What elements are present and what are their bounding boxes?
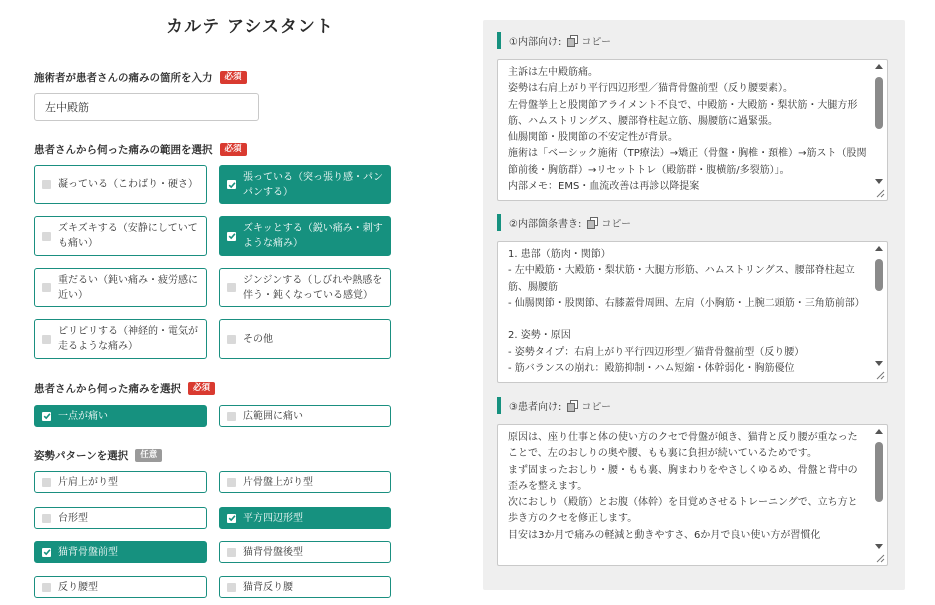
scroll-down-arrow-icon[interactable] <box>875 361 883 366</box>
checkbox-icon[interactable] <box>227 412 236 421</box>
pain-range-option[interactable] <box>219 216 391 256</box>
posture-option-label: 台形型 <box>58 512 88 524</box>
optional-badge: 任意 <box>135 449 162 462</box>
scroll-up-arrow-icon[interactable] <box>875 429 883 434</box>
pain-range-option[interactable] <box>219 268 391 307</box>
posture-option[interactable] <box>34 507 207 529</box>
checkbox-checked-icon[interactable] <box>42 548 51 557</box>
posture-option[interactable] <box>219 576 391 598</box>
output-heading-bullets: ②内部箇条書き: コピー <box>497 214 631 231</box>
check-icon <box>43 412 51 420</box>
pain-range-option[interactable] <box>34 216 207 256</box>
pain-area-option-label: 広範囲に痛い <box>243 410 303 422</box>
check-icon <box>228 232 236 240</box>
scroll-up-arrow-icon[interactable] <box>875 64 883 69</box>
posture-option[interactable] <box>34 576 207 598</box>
pain-range-option[interactable] <box>34 165 207 204</box>
pain-range-option-label: 凝っている（こわばり・硬さ） <box>58 179 198 190</box>
required-badge: 必須 <box>220 143 247 156</box>
checkbox-checked-icon[interactable] <box>227 180 236 189</box>
checkbox-icon[interactable] <box>42 335 51 344</box>
copy-icon <box>567 35 578 47</box>
check-icon <box>43 548 51 556</box>
check-icon <box>228 181 236 189</box>
copy-button[interactable]: コピー <box>567 33 611 48</box>
checkbox-icon[interactable] <box>227 283 236 292</box>
scrollbar-thumb[interactable] <box>875 77 883 129</box>
output-heading-internal: ①内部向け: コピー <box>497 32 611 49</box>
checkbox-checked-icon[interactable] <box>42 412 51 421</box>
pain-location-label: 施術者が患者さんの痛みの箇所を入力 必須 <box>34 70 247 85</box>
pain-area-option[interactable] <box>34 405 207 427</box>
checkbox-icon[interactable] <box>227 583 236 592</box>
copy-icon <box>587 217 598 229</box>
scrollbar-thumb[interactable] <box>875 442 883 502</box>
pain-range-option-label: 張っている（突っ張り感・パンパンする） <box>243 171 383 198</box>
check-icon <box>228 514 236 522</box>
checkbox-icon[interactable] <box>42 514 51 523</box>
scroll-down-arrow-icon[interactable] <box>875 544 883 549</box>
page-title: カルテ アシスタント <box>166 17 334 37</box>
checkbox-icon[interactable] <box>227 548 236 557</box>
pain-range-option-label: その他 <box>243 333 273 345</box>
posture-option[interactable] <box>34 471 207 493</box>
pain-area-label: 患者さんから伺った痛みを選択 必須 <box>34 381 215 396</box>
pain-range-option-label: ジンジンする（しびれや熱感を伴う・鈍くなっている感覚） <box>243 274 383 301</box>
scrollbar[interactable] <box>873 244 885 368</box>
pain-range-option-label: ピリピリする（神経的・電気が走るような痛み） <box>58 326 198 352</box>
scrollbar[interactable] <box>873 427 885 551</box>
resize-handle-icon[interactable] <box>876 189 885 198</box>
pain-range-option-label: ズキッとする（鋭い痛み・刺すような痛み） <box>243 223 383 249</box>
scrollbar-thumb[interactable] <box>875 259 883 291</box>
pain-area-option-label: 一点が痛い <box>58 410 108 422</box>
accent-bar <box>497 214 501 231</box>
copy-icon <box>567 400 578 412</box>
posture-option[interactable] <box>219 507 391 529</box>
scrollbar[interactable] <box>873 62 885 186</box>
checkbox-icon[interactable] <box>42 283 51 292</box>
posture-option-label: 猫背反り腰 <box>243 581 293 593</box>
posture-option-label: 片肩上がり型 <box>58 476 118 488</box>
pain-area-option[interactable] <box>219 405 391 427</box>
scroll-up-arrow-icon[interactable] <box>875 246 883 251</box>
output-textarea-internal[interactable]: 主訴は左中殿筋痛。 姿勢は右肩上がり平行四辺形型／猫背骨盤前型（反り腰要素）。 左骨盤挙上と股関節アライメント不良で、中殿筋・大殿筋・梨状筋・大腿方形筋、ハムストリングス、腰部脊柱起立筋、腸腰筋に過緊張。 仙腸関節・股関節の不安定性が背景。 施術は「ベーシック施術（TP療法）→矯正（骨盤・胸椎・頚椎）→筋スト（股関節前後・胸筋群）→リセットトレ（殿筋群・腹横筋/多裂筋）」。 内部メモ：EMS・血流改善は再診以降提案 <box>497 59 888 201</box>
checkbox-icon[interactable] <box>42 232 51 241</box>
posture-option[interactable] <box>34 541 207 563</box>
pain-range-option[interactable] <box>219 165 391 204</box>
copy-button[interactable]: コピー <box>587 215 631 230</box>
posture-option-label: 片骨盤上がり型 <box>243 476 313 488</box>
output-textarea-bullets[interactable]: 1. 患部（筋肉・関節） - 左中殿筋・大殿筋・梨状筋・大腿方形筋、ハムストリングス、腰部脊柱起立筋、腸腰筋 - 仙腸関節・股関節、右膝蓋骨周囲、左肩（小胸筋・上腕二頭筋・三角筋前部） 2. 姿勢・原因 - 姿勢タイプ：右肩上がり平行四辺形型／猫背骨盤前型（反り腰） - 筋バランスの崩れ：殿筋抑制・ハム短縮・体幹弱化・胸筋優位 <box>497 241 888 383</box>
posture-option-label: 反り腰型 <box>58 581 98 593</box>
checkbox-icon[interactable] <box>227 478 236 487</box>
pain-range-option[interactable] <box>34 268 207 307</box>
posture-label: 姿勢パターンを選択 任意 <box>34 448 162 463</box>
pain-range-option[interactable] <box>219 319 391 359</box>
posture-option[interactable] <box>219 541 391 563</box>
pain-range-option[interactable] <box>34 319 207 359</box>
posture-option[interactable] <box>219 471 391 493</box>
pain-range-label: 患者さんから伺った痛みの範囲を選択 必須 <box>34 142 247 157</box>
checkbox-icon[interactable] <box>42 478 51 487</box>
posture-option-label: 猫背骨盤前型 <box>58 546 118 558</box>
checkbox-checked-icon[interactable] <box>227 514 236 523</box>
pain-range-option-label: 重だるい（鈍い痛み・疲労感に近い） <box>58 274 198 301</box>
scroll-down-arrow-icon[interactable] <box>875 179 883 184</box>
copy-button[interactable]: コピー <box>567 398 611 413</box>
posture-option-label: 猫背骨盤後型 <box>243 546 303 558</box>
checkbox-icon[interactable] <box>42 583 51 592</box>
accent-bar <box>497 32 501 49</box>
resize-handle-icon[interactable] <box>876 554 885 563</box>
required-badge: 必須 <box>188 382 215 395</box>
posture-option-label: 平方四辺形型 <box>243 512 303 524</box>
checkbox-checked-icon[interactable] <box>227 232 236 241</box>
output-textarea-patient[interactable]: 原因は、座り仕事と体の使い方のクセで骨盤が傾き、猫背と反り腰が重なったことで、左のおしりの奥や腰、もも裏に負担が続いているためです。 まず固まったおしり・腰・もも裏、胸まわりをやさしくゆるめ、骨盤と背中の歪みを整えます。 次におしり（殿筋）とお腹（体幹）を目覚めさせるトレーニングで、立ち方と歩き方のクセを修正します。 目安は3か月で痛みの軽減と動きやすさ、6か月で良い使い方が習慣化 <box>497 424 888 566</box>
accent-bar <box>497 397 501 414</box>
pain-range-option-label: ズキズキする（安静にしていても痛い） <box>58 223 198 249</box>
pain-location-input[interactable] <box>34 93 259 121</box>
resize-handle-icon[interactable] <box>876 371 885 380</box>
checkbox-icon[interactable] <box>227 335 236 344</box>
output-heading-patient: ③患者向け: コピー <box>497 397 611 414</box>
required-badge: 必須 <box>220 71 247 84</box>
checkbox-icon[interactable] <box>42 180 51 189</box>
